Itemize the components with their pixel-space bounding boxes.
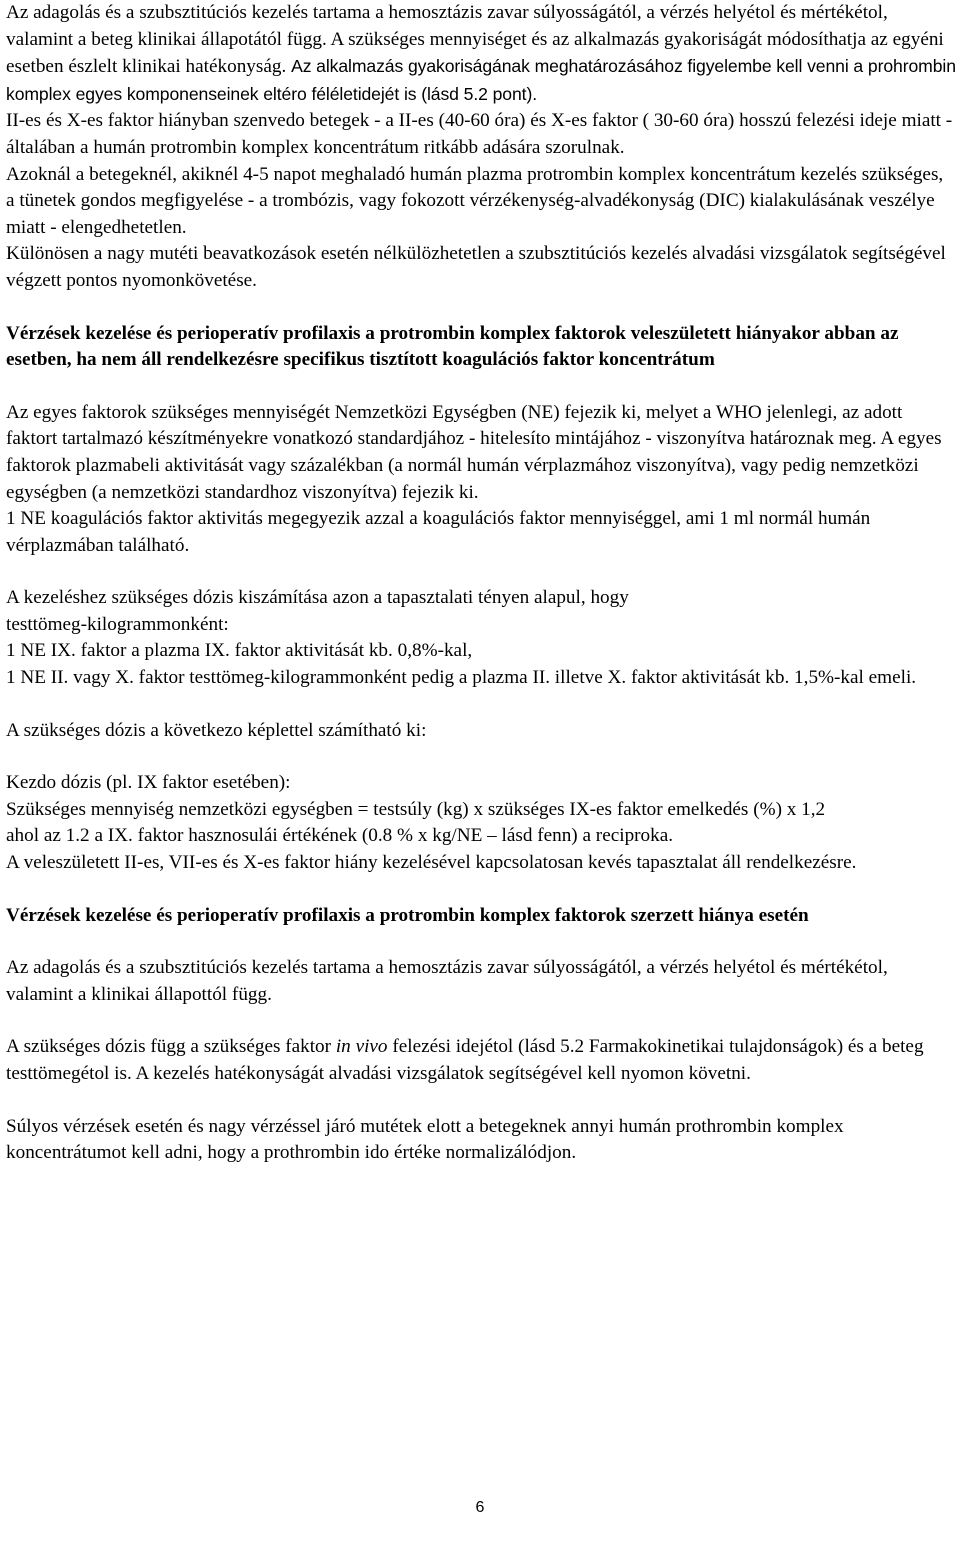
paragraph-surgery-monitoring: Különösen a nagy mutéti beavatkozások esetén nélkülözhetetlen a szubsztitúciós kezelés alvadási vizsgálatok segítségével végzett pontos nyomonkövetése. (6, 243, 946, 291)
half-life-text-end: felezési idejétol (lásd 5.2 Farmakokinetikai tulajdonságok) és a beteg testtömegétol is. A kezelés hatékonyságát alvadási vizsgálatok segítségével kell nyomon követni. (6, 1036, 924, 1084)
paragraph-half-life (6, 1034, 956, 1087)
dose-basis-line-3: 1 NE IX. faktor a plazma IX. faktor aktivitását kb. 0,8%-kal, (6, 640, 473, 662)
half-life-text-start: A szükséges dózis függ a szükséges faktor (6, 1036, 336, 1058)
page-number: 6 (475, 1499, 485, 1516)
paragraph-frequency-note: Az alkalmazás gyakoriságának meghatározásához figyelembe kell venni a prohrombin komplex egyes komponenseinek eltéro féléletidejét is (lásd 5.2 pont). (6, 56, 956, 104)
paragraph-severe-bleeding: Súlyos vérzések esetén és nagy vérzéssel járó mutétek elott a betegeknek annyi humán prothrombin komplex koncentrátumot kell adni, hogy a prothrombin ido értéke normalizálódjon. (6, 1115, 844, 1164)
heading-congenital-deficiency: Vérzések kezelése és perioperatív profilaxis a protrombin komplex faktorok veleszületett hiányakor abban az esetben, ha nem áll rendelkezésre specifikus tisztított koagulációs faktor koncentrátum (6, 322, 899, 371)
limited-experience-note: A veleszületett II-es, VII-es és X-es faktor hiány kezelésével kapcsolatosan kevés tapasztalat áll rendelkezésre. (6, 852, 857, 874)
paragraph-factor-deficiency: II-es és X-es faktor hiányban szenvedo betegek - a II-es (40-60 óra) és X-es faktor ( 30-60 óra) hosszú felezési ideje miatt - általában a humán protrombin komplex koncentrátum ritkább adására szorulnak. (6, 110, 953, 158)
dose-basis-line-4: 1 NE II. vagy X. faktor testtömeg-kilogrammonként pedig a plazma II. illetve X. faktor aktivitását kb. 1,5%-kal emeli. (6, 667, 917, 689)
paragraph-unit-definition: 1 NE koagulációs faktor aktivitás megegyezik azzal a koagulációs faktor mennyiséggel, ami 1 ml normál humán vérplazmában található. (6, 508, 871, 556)
in-vivo-term: in vivo (335, 1036, 388, 1058)
paragraph-acquired-dosage: Az adagolás és a szubsztitúciós kezelés tartama a hemosztázis zavar súlyosságától, a vérzés helyétol és mértékétol, valamint a klinikai állapottól függ. (6, 957, 888, 1005)
initial-dose-line-1: Kezdo dózis (pl. IX faktor esetében): (6, 772, 291, 794)
heading-acquired-deficiency: Vérzések kezelése és perioperatív profilaxis a protrombin komplex faktorok szerzett hiánya esetén (6, 904, 809, 926)
dose-basis-line-2: testtömeg-kilogrammonként: (6, 613, 229, 635)
formula-explanation: ahol az 1.2 a IX. faktor hasznosulái értékének (0.8 % x kg/NE – lásd fenn) a reciproka. (6, 825, 674, 847)
paragraph-formula-intro: A szükséges dózis a következo képlettel számítható ki: (6, 719, 427, 741)
paragraph-dosage-duration-text: Az adagolás és a szubsztitúciós kezelés tartama a hemosztázis zavar súlyosságától, a vérzés helyétol és mértékétol, valamint a beteg klinikai állapotától függ. A szükséges mennyiséget és az alkalmazás gyakoriságát módosíthatja az egyéni esetben észlelt klinikai hatékonyság. (6, 2, 944, 78)
paragraph-dose-basis (6, 585, 956, 691)
paragraph-international-units: Az egyes faktorok szükséges mennyiségét Nemzetközi Egységben (NE) fejezik ki, melyet a WHO jelenlegi, az adott faktort tartalmazó készítményekre vonatkozó standardjához - hitelesíto mintájához - viszonyítva határoznak meg. A egyes faktorok plazmabeli aktivitását vagy százalékban (a normál humán vérplazmához viszonyítva), vagy pedig nemzetközi egységben (a nemzetközi standardhoz viszonyítva) fejezik ki. (6, 401, 942, 503)
paragraph-long-treatment: Azoknál a betegeknél, akiknél 4-5 napot meghaladó humán plazma protrombin komplex koncentrátum kezelés szükséges, a tünetek gondos megfigyelése - a trombózis, vagy fokozott vérzékenység-alvadékonyság (DIC) kialakulásának veszélye miatt - elengedhetetlen. (6, 163, 944, 238)
document-page (6, 0, 956, 1167)
paragraph-dosage-duration (6, 0, 956, 108)
dose-basis-line-1: A kezeléshez szükséges dózis kiszámítása azon a tapasztalati tényen alapul, hogy (6, 587, 629, 609)
dose-formula: Szükséges mennyiség nemzetközi egységben = testsúly (kg) x szükséges IX-es faktor emelkedés (%) x 1,2 (6, 798, 826, 820)
paragraph-initial-dose (6, 770, 956, 876)
